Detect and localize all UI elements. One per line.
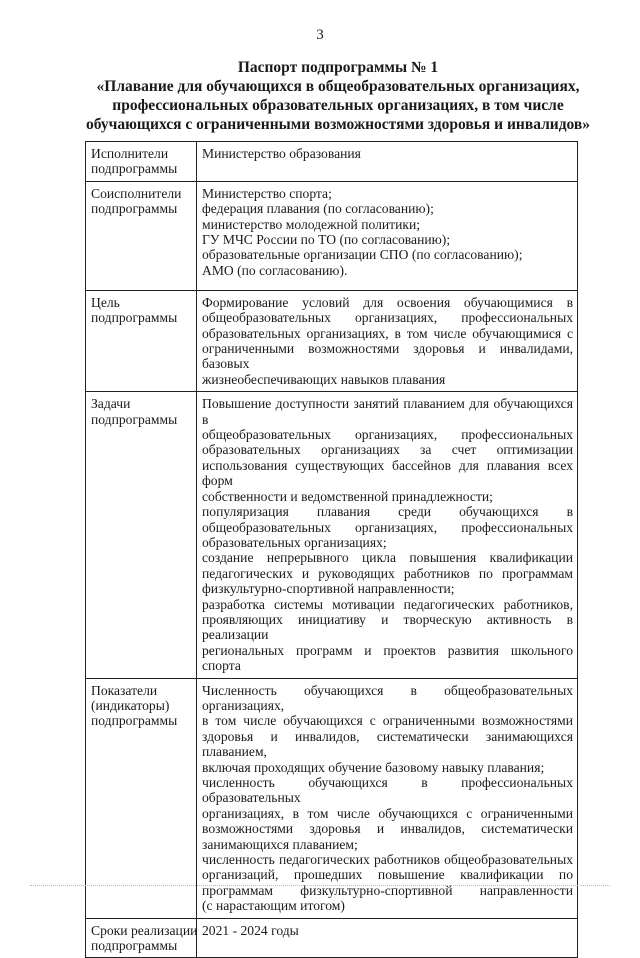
table-row xyxy=(86,918,578,958)
row-label-cell xyxy=(86,392,197,678)
row-content-line: педагогических и руководящих работников по программам xyxy=(202,565,573,581)
row-content-line: физкультурно-спортивной направленности; xyxy=(202,581,455,597)
row-content-line: жизнеобеспечивающих навыков плавания xyxy=(202,371,446,387)
row-content-line: образовательных организациях; xyxy=(202,534,387,550)
row-content-line: численность обучающихся в профессиональных образовательных xyxy=(202,775,573,806)
row-content-line: (с нарастающим итогом) xyxy=(202,898,345,914)
row-label-line: подпрограммы xyxy=(91,713,178,729)
subprogram-passport-table xyxy=(85,141,578,958)
row-content-line: ограниченными возможностями здоровья и инвалидами, базовых xyxy=(202,341,573,372)
row-content-line: образовательных организациях за счет оптимизации xyxy=(202,442,573,458)
row-content-line: Численность обучающихся в общеобразовательных организациях, xyxy=(202,682,573,713)
title-line: «Плавание для обучающихся в общеобразовательных организациях, xyxy=(96,78,580,95)
row-content-line: здоровья и инвалидов, систематически занимающихся плаванием, xyxy=(202,728,573,760)
row-label-cell xyxy=(86,142,197,182)
row-content-line: создание непрерывного цикла повышения квалификации xyxy=(202,550,573,566)
document-title xyxy=(78,58,598,134)
row-content-line: Министерство спорта; xyxy=(202,185,332,201)
row-content-line: популяризация плавания среди обучающихся в xyxy=(202,504,573,520)
row-content-line: включая проходящих обучение базовому навыку плавания; xyxy=(202,759,545,775)
row-label-line: Показатели xyxy=(91,682,158,698)
page-number: 3 xyxy=(316,27,324,43)
row-content-line: общеобразовательных организациях, профессиональных xyxy=(202,310,573,326)
row-label-cell xyxy=(86,918,197,958)
table-row xyxy=(86,290,578,391)
title-line: профессиональных образовательных организациях, в том числе xyxy=(112,97,564,114)
row-label-cell xyxy=(86,290,197,391)
row-content-line: региональных программ и проектов развития школьного спорта xyxy=(202,642,573,674)
row-label-line: подпрограммы xyxy=(91,310,178,326)
title-line: Паспорт подпрограммы № 1 xyxy=(237,59,439,76)
row-content-line: занимающихся плаванием; xyxy=(202,836,358,852)
row-content-cell xyxy=(197,918,578,958)
table-row xyxy=(86,678,578,918)
row-label-line: подпрограммы xyxy=(91,161,178,177)
row-content-line: Повышение доступности занятий плаванием для обучающихся в xyxy=(202,396,573,427)
row-content-cell xyxy=(197,678,578,918)
scan-edge-marks xyxy=(30,885,610,888)
row-content-line: возможностями здоровья и инвалидов, систематически xyxy=(202,821,573,837)
row-content-line: программам физкультурно-спортивной направленности xyxy=(202,882,573,898)
row-content-line: образовательные организации СПО (по согласованию); xyxy=(202,247,523,263)
row-label-line: подпрограммы xyxy=(91,201,178,217)
row-label-line: Соисполнители xyxy=(91,185,182,201)
row-label-line: подпрограммы xyxy=(91,411,178,427)
row-content-line: федерация плавания (по согласованию); xyxy=(202,201,434,217)
row-content-line: в том числе обучающихся с ограниченными возможностями xyxy=(202,713,573,729)
row-content-cell xyxy=(197,181,578,290)
table-row xyxy=(86,392,578,678)
row-content-cell xyxy=(197,290,578,391)
row-content-line: общеобразовательных организациях, профессиональных xyxy=(202,427,573,443)
row-label-line: Цель xyxy=(91,294,120,310)
row-content-cell xyxy=(197,142,578,182)
row-content-line: использования существующих бассейнов для плавания всех форм xyxy=(202,457,573,489)
row-content-line: Министерство образования xyxy=(202,146,361,161)
row-label-line: Исполнители xyxy=(91,146,169,161)
row-label-line: Задачи xyxy=(91,396,131,412)
row-content-line: численность педагогических работников общеобразовательных xyxy=(202,852,573,868)
row-content-line: собственности и ведомственной принадлежности; xyxy=(202,488,493,504)
row-content-line: АМО (по согласованию). xyxy=(202,262,348,278)
row-content-line: ГУ МЧС России по ТО (по согласованию); xyxy=(202,232,451,248)
table-row xyxy=(86,142,578,182)
row-content-line: 2021 - 2024 годы xyxy=(202,922,299,938)
row-content-line: организаций, прошедших повышение квалификации по xyxy=(202,867,573,883)
row-label-cell xyxy=(86,181,197,290)
row-content-line: проявляющих инициативу и творческую активность в реализации xyxy=(202,611,573,643)
row-content-line: образовательных организациях, в том числе обучающимися с xyxy=(202,325,573,341)
row-content-line: разработка системы мотивации педагогических работников, xyxy=(202,596,573,612)
title-line: обучающихся с ограниченными возможностями здоровья и инвалидов» xyxy=(85,116,591,133)
row-content-cell xyxy=(197,392,578,678)
row-content-line: общеобразовательных организациях, профессиональных xyxy=(202,519,573,535)
row-label-line: Сроки реализации xyxy=(91,922,198,938)
row-content-line: организациях, в том числе обучающихся с ограниченными xyxy=(202,805,573,821)
row-label-line: (индикаторы) xyxy=(91,697,170,713)
row-label-line: подпрограммы xyxy=(91,938,178,954)
table-row xyxy=(86,181,578,290)
row-content-line: министерство молодежной политики; xyxy=(202,216,421,232)
row-content-line: Формирование условий для освоения обучающимися в xyxy=(202,294,573,310)
row-label-cell xyxy=(86,678,197,918)
